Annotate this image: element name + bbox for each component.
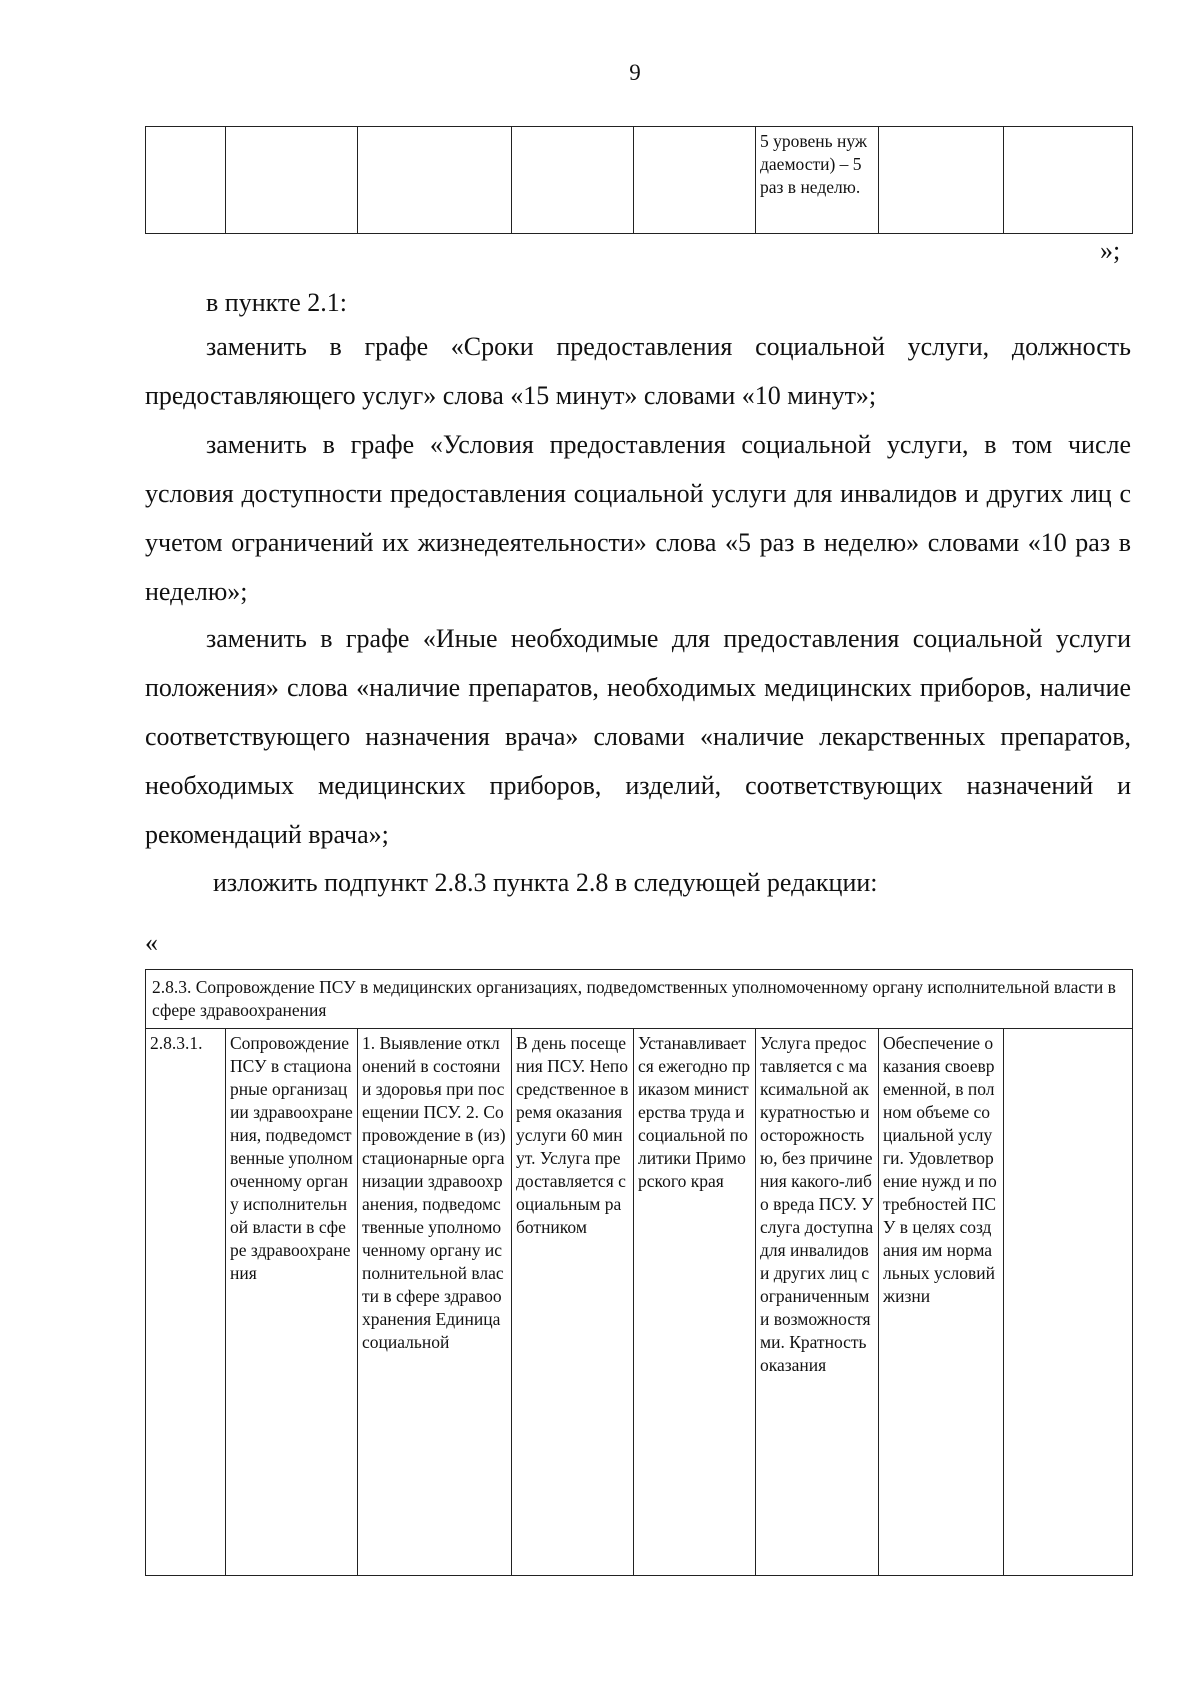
table-cell: Сопровождение ПСУ в стационарные организации здравоохранения, подведомственные уполномоченному органу исполнительной власти в сфере здравоохранения	[226, 1029, 358, 1576]
paragraph-3: заменить в графе «Условия предоставления социальной услуги, в том числе условия доступности предоставления социальной услуги для инвалидов и других лиц с учетом ограничений их жизнедеятельности» слова «5 раз в неделю» словами «10 раз в неделю»;	[145, 430, 1131, 606]
paragraph-1: в пункте 2.1:	[206, 288, 348, 317]
table-cell	[512, 127, 634, 234]
table-cell: В день посещения ПСУ. Непосредственное время оказания услуги 60 минут. Услуга предоставляется социальным работником	[512, 1029, 634, 1576]
table-row	[146, 127, 1133, 234]
opening-quote: «	[145, 928, 158, 957]
page-number: 9	[629, 60, 641, 85]
table-header-row	[146, 970, 1133, 1029]
table-cell: Устанавливается ежегодно приказом министерства труда и социальной политики Приморского края	[634, 1029, 756, 1576]
table-cell: 1. Выявление отклонений в состоянии здоровья при посещении ПСУ. 2. Сопровождение в (из) стационарные организации здравоохранения, подведомственные уполномоченному органу исполнительной власти в сфере здравоохранения Единица социальной	[358, 1029, 512, 1576]
table-header-cell: 2.8.3. Сопровождение ПСУ в медицинских организациях, подведомственных уполномоченному органу исполнительной власти в сфере здравоохранения	[146, 970, 1133, 1029]
table-cell	[1004, 127, 1133, 234]
paragraph-4: заменить в графе «Иные необходимые для предоставления социальной услуги положения» слова «наличие препаратов, необходимых медицинских приборов, наличие соответствующего назначения врача» словами «наличие лекарственных препаратов, необходимых медицинских приборов, изделий, соответствующих назначений и рекомендаций врача»;	[145, 624, 1131, 849]
closing-quote: »;	[1100, 236, 1121, 265]
table-cell: 5 уровень нуждаемости) – 5 раз в неделю.	[756, 127, 879, 234]
table-cell: Обеспечение оказания своевременной, в полном объеме социальной услуги. Удовлетворение нужд и потребностей ПСУ в целях создания им нормальных условий жизни	[879, 1029, 1004, 1576]
table-cell	[358, 127, 512, 234]
table-continuation	[145, 126, 1133, 234]
table-subitem-2-8-3	[145, 969, 1133, 1576]
paragraph-2: заменить в графе «Сроки предоставления социальной услуги, должность предоставляющего услуг» слова «15 минут» словами «10 минут»;	[145, 332, 1131, 410]
table-cell	[226, 127, 358, 234]
table-cell	[146, 127, 226, 234]
table-cell	[1004, 1029, 1133, 1576]
table-cell: 2.8.3.1.	[146, 1029, 226, 1576]
table-cell	[879, 127, 1004, 234]
table-row	[146, 1029, 1133, 1576]
table-cell	[634, 127, 756, 234]
paragraph-5: изложить подпункт 2.8.3 пункта 2.8 в следующей редакции:	[213, 868, 878, 897]
table-cell: Услуга предоставляется с максимальной аккуратностью и осторожностью, без причинения какого-либо вреда ПСУ. Услуга доступна для инвалидов и других лиц с ограниченными возможностями. Кратность оказания	[756, 1029, 879, 1576]
